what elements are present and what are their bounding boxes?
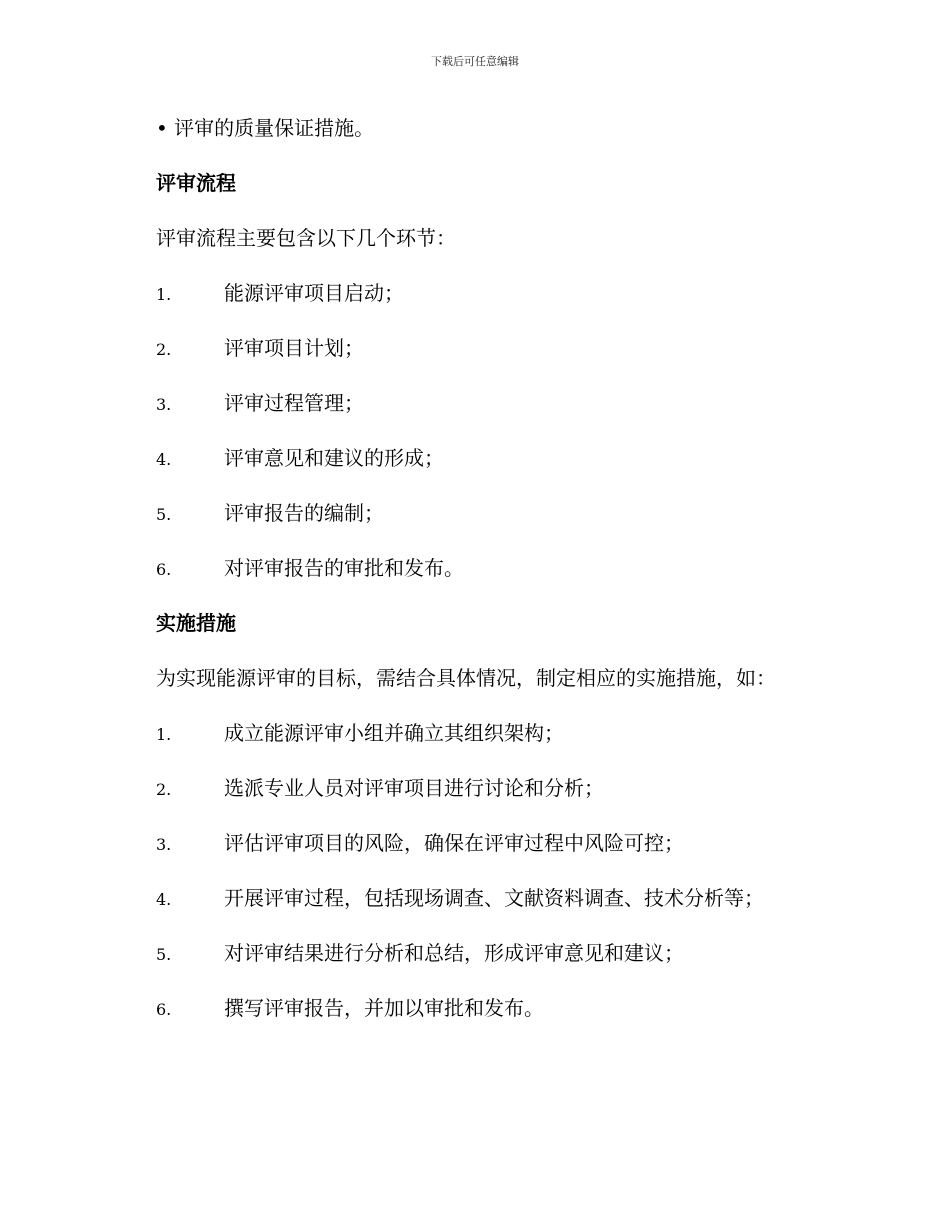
list-number: 1. xyxy=(156,725,172,744)
section-title-implementation: 实施措施 xyxy=(156,611,236,635)
list-number: 3. xyxy=(156,395,172,414)
list-text: 能源评审项目启动； xyxy=(224,281,404,305)
list-text: 撰写评审报告，并加以审批和发布。 xyxy=(224,996,544,1020)
list-text: 评审报告的编制； xyxy=(224,501,384,525)
list-text: 成立能源评审小组并确立其组织架构； xyxy=(224,721,564,745)
list-text: 开展评审过程，包括现场调查、文献资料调查、技术分析等； xyxy=(224,886,764,910)
list-item xyxy=(156,768,846,823)
list-item xyxy=(156,988,846,1043)
list-item xyxy=(156,273,846,328)
list-number: 6. xyxy=(156,560,172,579)
list-item xyxy=(156,548,846,603)
list-text: 评审过程管理； xyxy=(224,391,364,415)
list-number: 4. xyxy=(156,450,172,469)
list-text: 选派专业人员对评审项目进行讨论和分析； xyxy=(224,776,604,800)
list-number: 5. xyxy=(156,505,172,524)
list-number: 2. xyxy=(156,340,172,359)
list-item xyxy=(156,823,846,878)
list-item xyxy=(156,328,846,383)
review-process-intro: 评审流程主要包含以下几个环节： xyxy=(156,226,456,250)
list-item xyxy=(156,438,846,493)
list-text: 对评审报告的审批和发布。 xyxy=(224,556,464,580)
list-text: 评审项目计划； xyxy=(224,336,364,360)
list-item xyxy=(156,933,846,988)
document-body xyxy=(156,108,846,1043)
list-number: 5. xyxy=(156,945,172,964)
list-text: 对评审结果进行分析和总结，形成评审意见和建议； xyxy=(224,941,684,965)
list-text: 评估评审项目的风险，确保在评审过程中风险可控； xyxy=(224,831,684,855)
list-number: 4. xyxy=(156,890,172,909)
list-item xyxy=(156,713,846,768)
list-number: 2. xyxy=(156,780,172,799)
list-number: 6. xyxy=(156,1000,172,1019)
list-item xyxy=(156,493,846,548)
page-header: 下载后可任意编辑 xyxy=(431,55,519,68)
list-item xyxy=(156,383,846,438)
implementation-intro: 为实现能源评审的目标，需结合具体情况，制定相应的实施措施，如： xyxy=(156,666,776,690)
list-number: 3. xyxy=(156,835,172,854)
quality-bullet: • 评审的质量保证措施。 xyxy=(156,116,375,140)
list-text: 评审意见和建议的形成； xyxy=(224,446,444,470)
section-title-review-process: 评审流程 xyxy=(156,171,236,195)
list-number: 1. xyxy=(156,285,172,304)
list-item xyxy=(156,878,846,933)
